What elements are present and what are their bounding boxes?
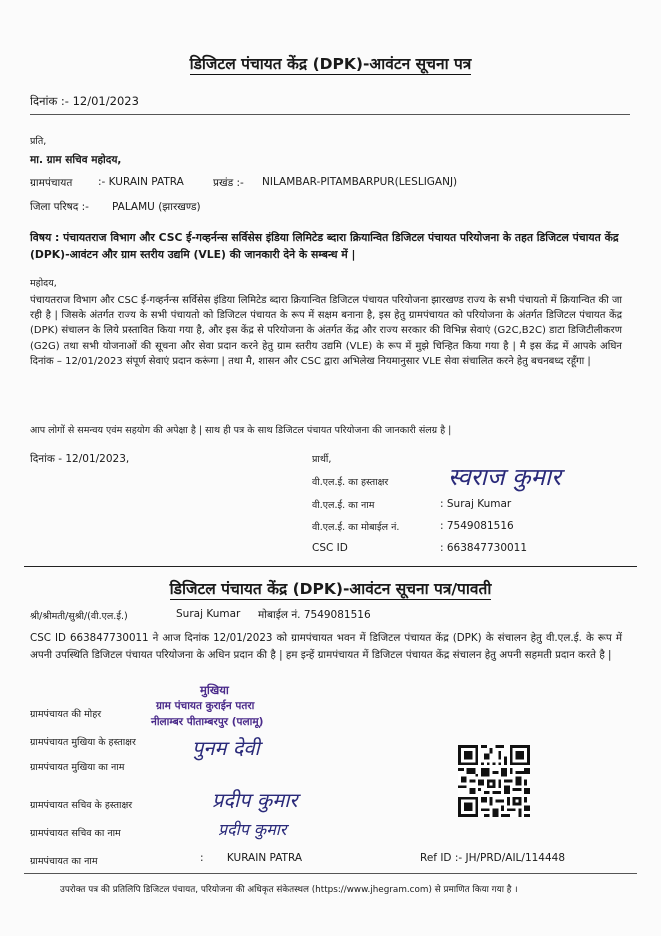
sachiv-name-handwritten: प्रदीप कुमार [218, 820, 287, 839]
stamp-line-1: मुखिया [200, 683, 229, 697]
body-paragraph: पंचायतराज विभाग और CSC ई-गव्हर्नन्स सर्विसेस इंडिया लिमिटेड ब्दारा क्रियान्वित डिजिटल पंचायत परियोजना झारखण्ड राज्य के सभी पंचायतो में क्रियान्वित की जा रही है | जिसके अंतर्गत राज्य के सभी पंचायतो को डिजिटल पंचायत के रूप में सक्षम बनाना है, इस हेतु ग्रामपंचायत को परियोजना के अंतर्गत डिजिटल पंचायत केंद्र (DPK) संचालन के लिये प्रस्तावित किया गया है, और इस केंद्र से परियोजना के अंतर्गत केंद्र और राज्य सरकार की विभिन्न सेवाएं (G2C,B2C) डाटा डिजिटीलीकरण (G2G) तथा सभी योजनाओं की सूचना और सेवा प्रदान करने हेतु ग्राम स्तरीय उद्यमि (VLE) के रूप में मुझे चिन्हित किया गया है | मै इस केंद्र में आपके अधिन दिनांक – 12/01/2023 संपूर्ण सेवाएं प्रदान करूंगा | तथा मै, शासन और CSC द्वारा अभिलेख नियमानुसार VLE सेवा संचालित करने हेतु बचनबध्द रहूँगा | [30, 295, 622, 367]
mukhiya-sign-label: ग्रामपंचायत मुखिया के हस्ताक्षर [30, 737, 136, 748]
vle-signature: स्वराज कुमार [448, 463, 561, 491]
prarthi-text: प्रार्थी, [312, 454, 332, 465]
receipt-prefix: श्री/श्रीमती/सुश्री/(वी.एल.ई.) [30, 611, 128, 622]
gp-value: :- KURAIN PATRA [98, 176, 184, 188]
stamp-line-2: ग्राम पंचायत कुराईन पतरा [156, 700, 255, 712]
district-value: PALAMU (झारखण्ड) [112, 201, 201, 213]
letter-title-text: डिजिटल पंचायत केंद्र (DPK)-आवंटन सूचना पत्र [189, 55, 472, 73]
receipt-title-text: डिजिटल पंचायत केंद्र (DPK)-आवंटन सूचना पत्र/पावती [169, 580, 492, 598]
letter-date: दिनांक :- 12/01/2023 [30, 94, 139, 108]
subject-text: विषय : पंचायतराज विभाग और CSC ई-गव्हर्नन्स सर्विसेस इंडिया लिमिटेड ब्दारा क्रियान्वित डिजिटल पंचायत परियोजना के तहत डिजिटल पंचायत केंद्र (DPK)-आवंटन और ग्राम स्तरीय उद्यमि (VLE) की जानकारी देने के सम्बन्ध में | [30, 231, 619, 261]
qr-code-icon [458, 745, 530, 817]
footer-divider [24, 873, 637, 874]
sachiv-sign-label: ग्रामपंचायत सचिव के हस्ताक्षर [30, 800, 133, 811]
recipient-text: मा. ग्राम सचिव महोदय, [30, 154, 122, 166]
sachiv-name-label: ग्रामपंचायत सचिव का नाम [30, 828, 121, 839]
receipt-title [0, 577, 661, 599]
vle-name-value: : Suraj Kumar [440, 498, 512, 510]
footer-note: उपरोक्त पत्र की प्रतिलिपि डिजिटल पंचायत, परियोजना की अधिकृत संकेतस्थल (https://www.jhegram.com) से प्रमाणित किया गया है । [60, 885, 518, 895]
stamp-line-3: नीलाम्बर पीताम्बरपुर (पलामू) [151, 716, 264, 728]
mukhiya-signature: पुनम देवी [192, 736, 260, 760]
gp-name-label: ग्रामपंचायत का नाम [30, 856, 98, 867]
district-label: जिला परिषद :- [30, 201, 89, 213]
vle-name-label: वी.एल.ई. का नाम [312, 500, 375, 511]
csc-label: CSC ID [312, 542, 348, 554]
gp-label: ग्रामपंचायत [30, 177, 73, 189]
gp-name-value: : KURAIN PATRA [200, 852, 303, 864]
section-divider [24, 566, 637, 567]
seal-label: ग्रामपंचायत की मोहर [30, 709, 102, 720]
vle-mobile-value: : 7549081516 [440, 520, 514, 532]
receipt-paragraph: CSC ID 663847730011 ने आज दिनांक 12/01/2023 को ग्रामपंचायत भवन में डिजिटल पंचायत केंद्र (DPK) के संचालन हेतु वी.एल.ई. के रूप में अपनी उपस्थिति डिजिटल पंचायत परियोजना के अधिन प्रदान की है | हम इन्हें ग्रामपंचायत में डिजिटल पंचायत केंद्र संचालन हेतु अपनी सहमती प्रदान करते है | [30, 632, 622, 661]
salutation-text: महोदय, [30, 278, 57, 289]
divider-line [30, 114, 630, 115]
prati-text: प्रति, [30, 136, 47, 147]
body-paragraph-2: आप लोगों से समन्वय एवंम सहयोग की अपेक्षा है | साथ ही पत्र के साथ डिजिटल पंचायत परियोजना की जानकारी संलग्र है | [30, 425, 452, 436]
csc-value: : 663847730011 [440, 542, 528, 554]
receipt-vle-name: Suraj Kumar [176, 608, 241, 620]
vle-sign-label: वी.एल.ई. का हस्ताक्षर [312, 477, 389, 488]
vle-mobile-label: वी.एल.ई. का मोबाईल नं. [312, 522, 400, 533]
block-value: NILAMBAR-PITAMBARPUR(LESLIGANJ) [262, 176, 458, 188]
date-2: दिनांक - 12/01/2023, [30, 453, 130, 465]
mukhiya-name-label: ग्रामपंचायत मुखिया का नाम [30, 762, 125, 773]
letter-title [0, 52, 661, 74]
sachiv-signature: प्रदीप कुमार [212, 788, 298, 812]
receipt-mobile: मोबाईल नं. 7549081516 [258, 609, 371, 621]
block-label: प्रखंड :- [213, 177, 244, 189]
ref-id: Ref ID :- JH/PRD/AIL/114448 [420, 852, 566, 864]
